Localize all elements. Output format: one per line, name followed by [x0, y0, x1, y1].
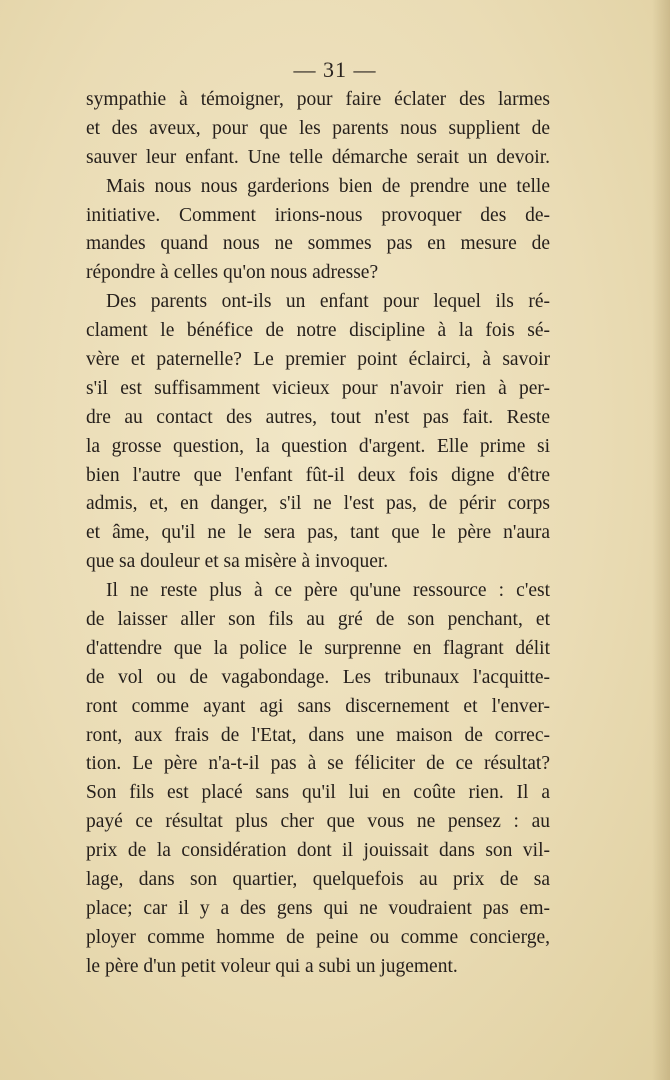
text-line: ployer comme homme de peine ou comme concierge,: [86, 926, 550, 948]
text-line: que sa douleur et sa misère à invoquer.: [86, 551, 389, 573]
text-line: vère et paternelle? Le premier point éclairci, à savoir: [86, 349, 550, 371]
text-line: clament le bénéfice de notre discipline à la fois sé-: [86, 320, 550, 342]
text-line: répondre à celles qu'on nous adresse?: [86, 262, 379, 284]
text-line: Mais nous nous garderions bien de prendre une telle: [106, 175, 550, 197]
text-line: sauver leur enfant. Une telle démarche serait un devoir.: [86, 146, 550, 168]
text-line: tion. Le père n'a-t-il pas à se féliciter de ce résultat?: [86, 753, 550, 775]
text-line: Il ne reste plus à ce père qu'une ressource : c'est: [106, 580, 550, 602]
text-line: Des parents ont-ils un enfant pour lequel ils ré-: [106, 291, 550, 313]
text-line: Son fils est placé sans qu'il lui en coûte rien. Il a: [86, 782, 550, 804]
text-line: et âme, qu'il ne le sera pas, tant que le père n'aura: [86, 522, 550, 544]
text-line: de laisser aller son fils au gré de son penchant, et: [86, 609, 550, 631]
text-line: de vol ou de vagabondage. Les tribunaux l'acquitte-: [86, 666, 550, 688]
text-line: mandes quand nous ne sommes pas en mesure de: [86, 233, 550, 255]
text-line: d'attendre que la police le surprenne en flagrant délit: [86, 637, 550, 659]
text-line: ront, aux frais de l'Etat, dans une maison de correc-: [86, 724, 550, 746]
text-line: et des aveux, pour que les parents nous supplient de: [86, 117, 550, 139]
page-edge-shadow: [652, 0, 670, 1080]
text-line: la grosse question, la question d'argent. Elle prime si: [86, 435, 550, 457]
text-line: bien l'autre que l'enfant fût-il deux fois digne d'être: [86, 464, 550, 486]
body-text: [86, 86, 550, 982]
text-line: sympathie à témoigner, pour faire éclater des larmes: [86, 89, 550, 110]
page-number: — 31 —: [293, 57, 377, 82]
text-line: ront comme ayant agi sans discernement et l'enver-: [86, 695, 550, 717]
text-line: le père d'un petit voleur qui a subi un jugement.: [86, 955, 458, 977]
text-line: initiative. Comment irions-nous provoquer des de-: [86, 204, 550, 226]
text-line: admis, et, en danger, s'il ne l'est pas, de périr corps: [86, 493, 550, 515]
text-line: lage, dans son quartier, quelquefois au prix de sa: [86, 869, 550, 891]
text-line: prix de la considération dont il jouissait dans son vil-: [86, 840, 550, 862]
text-line: dre au contact des autres, tout n'est pas fait. Reste: [86, 406, 550, 428]
text-line: place; car il y a des gens qui ne voudraient pas em-: [86, 897, 550, 919]
text-line: s'il est suffisamment vicieux pour n'avoir rien à per-: [86, 377, 550, 399]
text-line: payé ce résultat plus cher que vous ne pensez : au: [86, 811, 550, 833]
